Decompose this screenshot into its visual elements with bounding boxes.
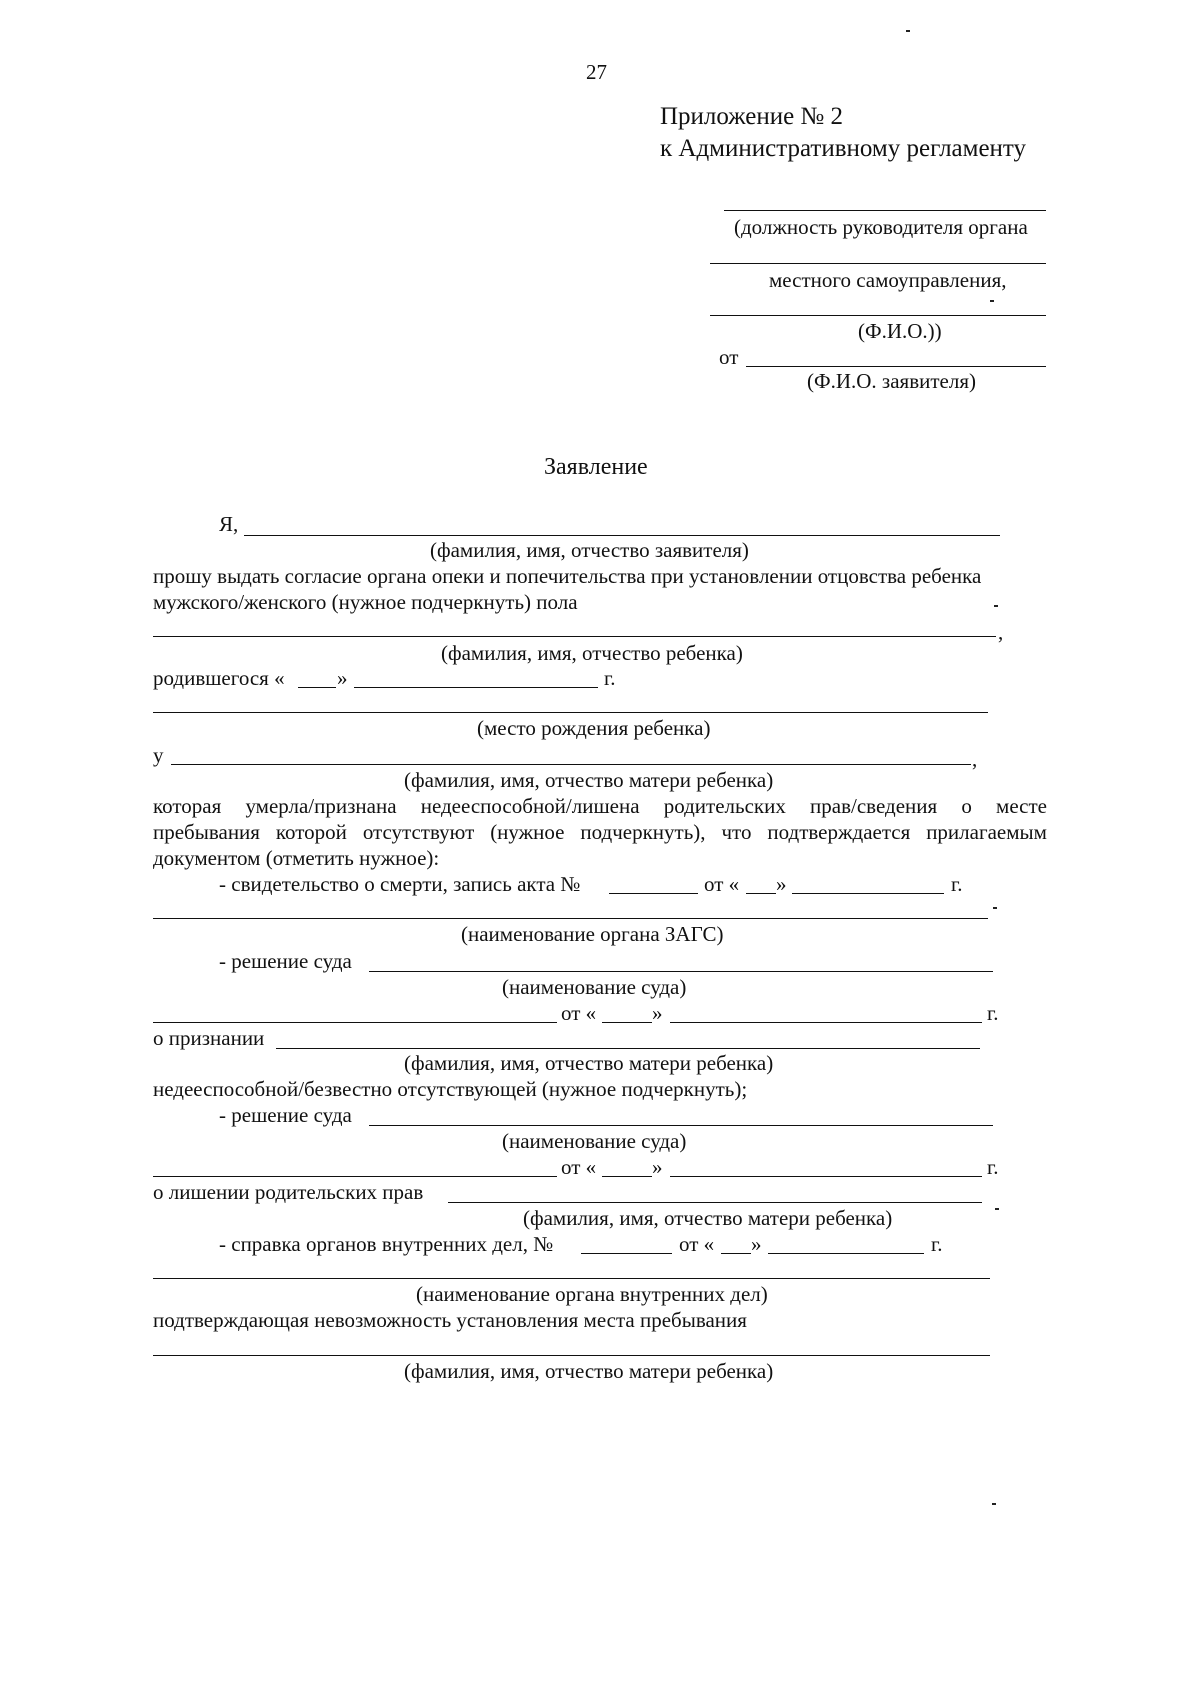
zags-line xyxy=(153,918,988,919)
applicant-fio-line xyxy=(746,366,1046,367)
position-line xyxy=(724,210,1046,211)
child-line-comma: , xyxy=(998,620,1004,644)
death-cert-label: - свидетельство о смерти, запись акта № xyxy=(219,872,581,896)
status-word: о xyxy=(961,794,972,818)
status-word: отсутствуют xyxy=(362,820,475,844)
request-line-2: мужского/женского (нужное подчеркнуть) пола xyxy=(153,590,578,614)
status-line-2 xyxy=(153,822,1047,843)
status-word: (нужное xyxy=(490,820,565,844)
recognition-label: о признании xyxy=(153,1026,265,1050)
death-cert-quote-close: » xyxy=(776,872,787,896)
scan-speck xyxy=(994,605,998,607)
court-month-line xyxy=(670,1022,982,1023)
police-cert-quote-close: » xyxy=(751,1232,762,1256)
status-word: прилагаемым xyxy=(926,820,1047,844)
scan-speck xyxy=(993,907,997,909)
court-case-line-2 xyxy=(153,1176,557,1177)
death-cert-year-abbr: г. xyxy=(951,872,963,896)
confirming-line: подтверждающая невозможность установления места пребывания xyxy=(153,1308,747,1332)
death-cert-from: от « xyxy=(704,872,740,896)
applicant-fio-caption: (Ф.И.О. заявителя) xyxy=(807,369,976,393)
mother-line-comma: , xyxy=(972,747,978,771)
self-government-caption: местного самоуправления, xyxy=(769,268,1007,292)
police-cert-month-line xyxy=(768,1253,924,1254)
court-from: от « xyxy=(561,1001,597,1025)
born-label: родившегося « xyxy=(153,666,285,690)
status-word: подтверждается xyxy=(767,820,911,844)
court-2-month-line xyxy=(670,1176,982,1177)
at-label: у xyxy=(153,743,164,767)
applicant-caption: (фамилия, имя, отчество заявителя) xyxy=(430,538,749,562)
court-2-day-line xyxy=(602,1176,652,1177)
scan-speck xyxy=(906,30,910,32)
status-word: прав/сведения xyxy=(810,794,938,818)
status-word: месте xyxy=(996,794,1047,818)
birth-year-abbr: г. xyxy=(604,666,616,690)
zags-caption: (наименование органа ЗАГС) xyxy=(461,922,724,946)
status-line-3: документом (отметить нужное): xyxy=(153,846,440,870)
self-government-line xyxy=(710,263,1046,264)
scan-speck xyxy=(992,1503,996,1505)
appendix-title: Приложение № 2 xyxy=(660,103,844,130)
death-cert-day-line xyxy=(746,893,776,894)
police-cert-from: от « xyxy=(679,1232,715,1256)
court-name-line xyxy=(369,971,993,972)
status-word: умерла/признана xyxy=(245,794,397,818)
court-caption: (наименование суда) xyxy=(502,975,687,999)
court-decision-2-label: - решение суда xyxy=(219,1103,352,1127)
court-2-quote-close: » xyxy=(652,1155,663,1179)
status-word: недееспособной/лишена xyxy=(420,794,640,818)
child-name-line xyxy=(153,636,996,637)
status-word: родительских xyxy=(663,794,786,818)
deprivation-name-line xyxy=(448,1202,982,1203)
police-cert-number-line xyxy=(581,1253,672,1254)
birthplace-caption: (место рождения ребенка) xyxy=(477,716,711,740)
mother-name-line-4 xyxy=(153,1355,990,1356)
court-2-from: от « xyxy=(561,1155,597,1179)
birthplace-line xyxy=(153,712,988,713)
court-decision-label: - решение суда xyxy=(219,949,352,973)
born-quote-close: » xyxy=(337,666,348,690)
from-label: от xyxy=(719,345,739,369)
police-organ-line xyxy=(153,1278,990,1279)
scan-speck xyxy=(995,1208,999,1210)
police-cert-label: - справка органов внутренних дел, № xyxy=(219,1232,554,1256)
mother-caption-4: (фамилия, имя, отчество матери ребенка) xyxy=(404,1359,774,1383)
court-day-line xyxy=(602,1022,652,1023)
birth-month-line xyxy=(354,687,598,688)
death-cert-month-line xyxy=(792,893,944,894)
police-caption: (наименование органа внутренних дел) xyxy=(416,1282,768,1306)
court-case-line xyxy=(153,1022,557,1023)
status-word: которая xyxy=(153,794,222,818)
request-line-1: прошу выдать согласие органа опеки и попечительства при установлении отцовства ребенка xyxy=(153,564,982,588)
court-caption-2: (наименование суда) xyxy=(502,1129,687,1153)
status-line-1 xyxy=(153,796,1047,817)
court-name-line-2 xyxy=(369,1125,993,1126)
mother-caption-3: (фамилия, имя, отчество матери ребенка) xyxy=(523,1206,893,1230)
head-fio-line xyxy=(710,315,1046,316)
recognition-name-line xyxy=(276,1048,980,1049)
status-word: пребывания xyxy=(153,820,260,844)
incapacity-line: недееспособной/безвестно отсутствующей (нужное подчеркнуть); xyxy=(153,1077,748,1101)
death-cert-number-line xyxy=(609,893,698,894)
status-word: что xyxy=(721,820,752,844)
appendix-subtitle: к Административному регламенту xyxy=(660,135,1027,162)
court-quote-close: » xyxy=(652,1001,663,1025)
court-2-year-abbr: г. xyxy=(987,1155,999,1179)
court-year-abbr: г. xyxy=(987,1001,999,1025)
scan-speck xyxy=(990,300,994,302)
position-caption: (должность руководителя органа xyxy=(734,215,1028,239)
police-cert-day-line xyxy=(721,1253,751,1254)
mother-name-line xyxy=(171,764,971,765)
deprivation-label: о лишении родительских прав xyxy=(153,1180,424,1204)
document-title: Заявление xyxy=(544,454,648,480)
birth-day-line xyxy=(298,687,336,688)
mother-caption-2: (фамилия, имя, отчество матери ребенка) xyxy=(404,1051,774,1075)
fio-caption: (Ф.И.О.)) xyxy=(858,319,942,343)
child-caption: (фамилия, имя, отчество ребенка) xyxy=(441,641,743,665)
mother-caption: (фамилия, имя, отчество матери ребенка) xyxy=(404,768,774,792)
page-number: 27 xyxy=(586,60,607,84)
i-label: Я, xyxy=(219,512,239,536)
status-word: которой xyxy=(275,820,347,844)
status-word: подчеркнуть), xyxy=(580,820,706,844)
applicant-name-line xyxy=(244,535,1000,536)
police-cert-year-abbr: г. xyxy=(931,1232,943,1256)
